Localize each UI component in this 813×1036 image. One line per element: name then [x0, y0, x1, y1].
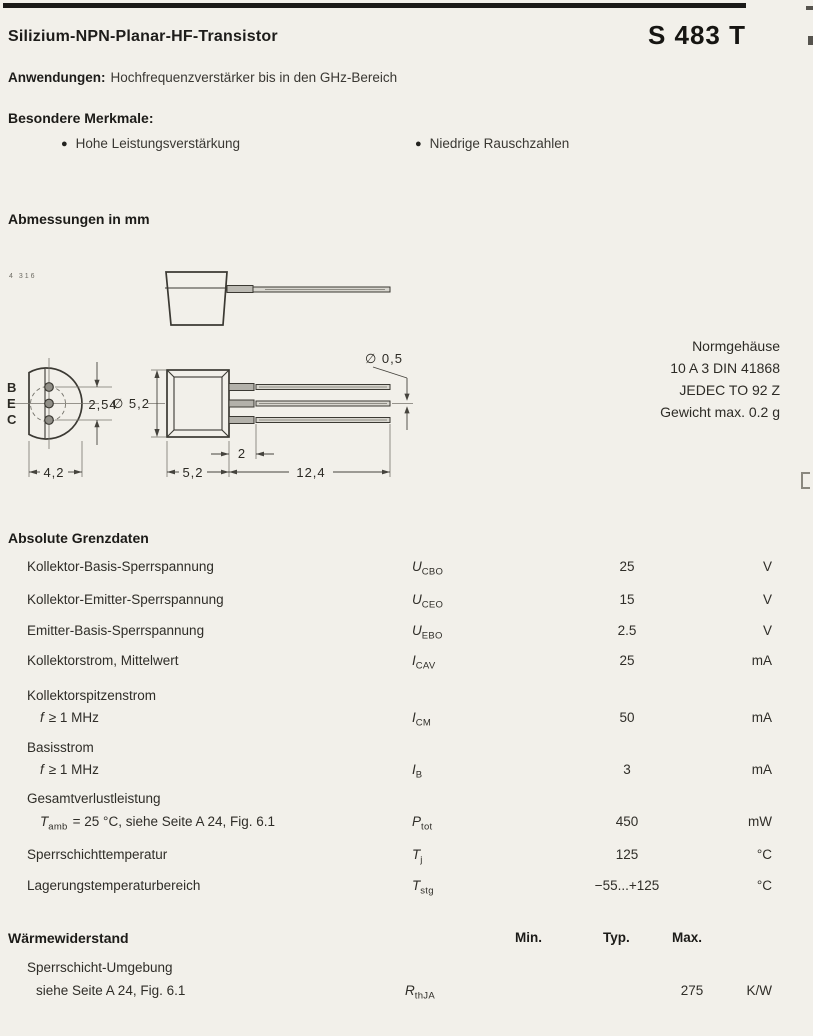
pin-label-c: C [7, 412, 17, 427]
applications-text: Hochfrequenzverstärker bis in den GHz-Bereich [110, 70, 398, 85]
table-row [0, 983, 813, 1002]
row-label: Sperrschichttemperatur [27, 847, 168, 862]
dim-lead-length: 12,4 [296, 465, 326, 480]
package-dimension-drawing [0, 253, 560, 493]
table-row-label: Sperrschicht-Umgebung [27, 960, 173, 975]
row-unit: °C [756, 847, 772, 862]
row-symbol: $I_{CAV}$ [412, 653, 436, 672]
table-row [0, 814, 813, 833]
dim-stub-length: 2 [237, 446, 247, 461]
dim-body-dia: ∅ 5,2 [111, 396, 150, 411]
row-value: 450 [615, 814, 639, 829]
row-label: Emitter-Basis-Sperrspannung [27, 623, 205, 638]
side-view [165, 272, 390, 325]
package-info-line: JEDEC TO 92 Z [679, 382, 780, 398]
table-row-label: Kollektorspitzenstrom [27, 688, 157, 703]
row-unit: V [762, 559, 772, 574]
column-header-typ: Typ. [603, 930, 630, 945]
front-view [112, 351, 413, 480]
table-row [0, 623, 813, 642]
row-symbol: $U_{CEO}$ [412, 592, 444, 611]
row-label: Kollektor-Emitter-Sperrspannung [27, 592, 224, 607]
pin-e [45, 399, 54, 408]
row-value: 2.5 [617, 623, 637, 638]
pin-b [45, 383, 54, 392]
applications-label: Anwendungen: [8, 70, 106, 85]
row-symbol: $R_{thJA}$ [405, 983, 435, 1002]
column-header-min: Min. [515, 930, 542, 945]
row-value: 125 [615, 847, 639, 862]
bottom-view [7, 358, 118, 480]
bullet-icon: ● [415, 138, 422, 150]
applications-line [8, 70, 397, 85]
package-info-line: Gewicht max. 0.2 g [660, 404, 780, 420]
row-unit: mA [751, 762, 772, 777]
page-title: Silizium-NPN-Planar-HF-Transistor [8, 28, 278, 45]
row-note: siehe Seite A 24, Fig. 6.1 [36, 983, 186, 998]
feature-item [61, 136, 240, 151]
table-row [0, 653, 813, 672]
row-condition: f ≥ 1 MHz [40, 762, 99, 777]
row-symbol: $P_{tot}$ [412, 814, 433, 833]
row-label: Lagerungstemperaturbereich [27, 878, 201, 893]
row-symbol: $I_{CM}$ [412, 710, 432, 729]
plate-code: 4 316 [9, 273, 37, 280]
row-max-value: 275 [680, 983, 704, 998]
row-symbol: $T_j$ [412, 847, 423, 866]
row-unit: V [762, 623, 772, 638]
row-condition: $T_{amb} = 25$ °C, siehe Seite A 24, Fig. 6.1 [40, 814, 276, 833]
page-edge-artifact [801, 472, 810, 489]
table-row [0, 559, 813, 578]
column-header-max: Max. [672, 930, 703, 945]
row-unit: °C [756, 878, 772, 893]
row-unit: K/W [746, 983, 772, 998]
row-unit: mA [751, 653, 772, 668]
dim-body-depth: 4,2 [43, 465, 65, 480]
page-edge-artifact [808, 36, 813, 45]
dim-pin-pitch: 2,54 [88, 397, 118, 412]
table-row-label: Basisstrom [27, 740, 94, 755]
row-unit: V [762, 592, 772, 607]
row-value: 3 [623, 762, 631, 777]
dim-body-width: 5,2 [182, 465, 204, 480]
dimensions-heading: Abmessungen in mm [8, 211, 150, 227]
pin-label-e: E [7, 396, 16, 411]
top-rule [3, 3, 746, 8]
package-info-line: 10 A 3 DIN 41868 [670, 360, 780, 376]
pin-label-b: B [7, 380, 17, 395]
limits-heading: Absolute Grenzdaten [8, 530, 149, 546]
row-symbol: $U_{CBO}$ [412, 559, 444, 578]
page-edge-artifact [806, 6, 813, 10]
table-row [0, 878, 813, 897]
table-row [0, 592, 813, 611]
row-unit: mW [748, 814, 772, 829]
row-value: −55...+125 [594, 878, 660, 893]
row-condition: f ≥ 1 MHz [40, 710, 99, 725]
package-info-line: Normgehäuse [692, 338, 780, 354]
thermal-heading: Wärmewiderstand [8, 930, 129, 946]
row-label: Kollektor-Basis-Sperrspannung [27, 559, 214, 574]
pin-c [45, 416, 54, 425]
features-heading: Besondere Merkmale: [8, 110, 154, 126]
row-symbol: $I_B$ [412, 762, 423, 781]
row-symbol: $U_{EBO}$ [412, 623, 443, 642]
row-value: 50 [619, 710, 635, 725]
feature-label: Niedrige Rauschzahlen [429, 136, 570, 151]
row-label: Kollektorstrom, Mittelwert [27, 653, 179, 668]
dim-lead-dia: ∅ 0,5 [365, 351, 404, 366]
row-unit: mA [751, 710, 772, 725]
package-info [660, 335, 780, 423]
table-row [0, 710, 813, 729]
feature-item [415, 136, 569, 151]
table-row [0, 847, 813, 866]
feature-label: Hohe Leistungsverstärkung [75, 136, 241, 151]
bullet-icon: ● [61, 138, 68, 150]
row-symbol: $T_{stg}$ [412, 878, 434, 897]
row-value: 25 [619, 559, 635, 574]
row-value: 25 [619, 653, 635, 668]
row-value: 15 [619, 592, 635, 607]
table-row-label: Gesamtverlustleistung [27, 791, 161, 806]
part-number: S 483 T [647, 20, 746, 50]
table-row [0, 762, 813, 781]
